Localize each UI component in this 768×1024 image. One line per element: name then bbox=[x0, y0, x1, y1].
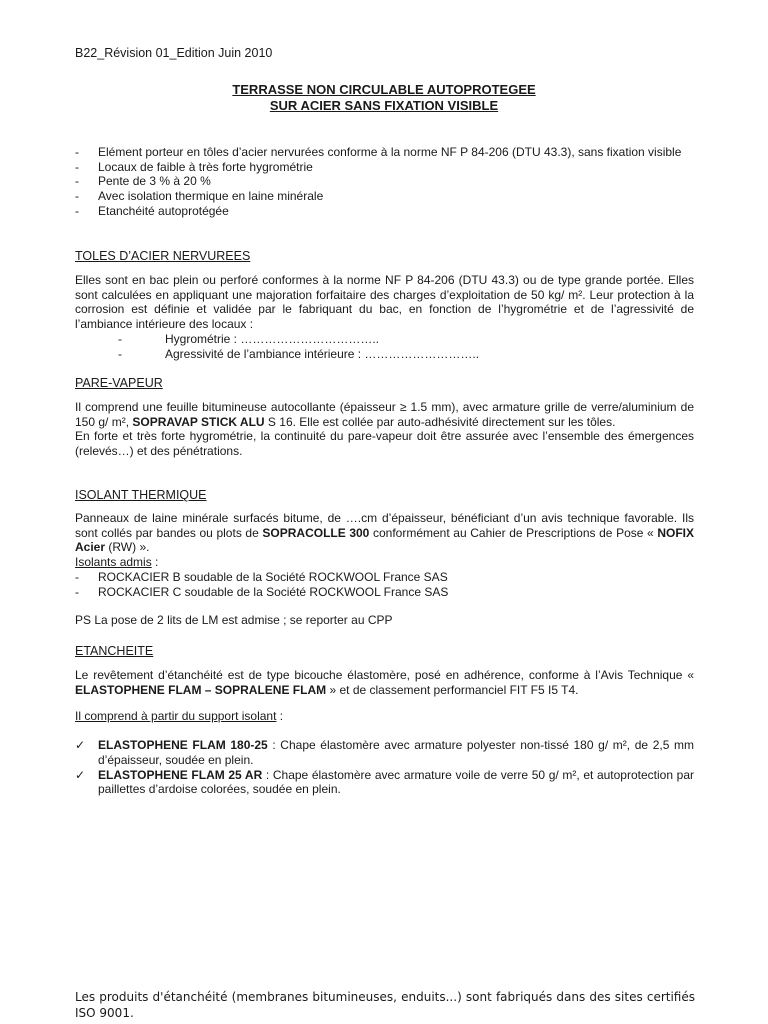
pare-vapeur-paragraph-2: En forte et très forte hygrométrie, la continuité du pare-vapeur doit être assurée avec l’ensemble des émergences (relevés…) et des pénétrations. bbox=[75, 429, 694, 459]
etancheite-paragraph: Le revêtement d’étanchéité est de type bicouche élastomère, posé en adhérence, conforme à l’Avis Technique « ELASTOPHENE FLAM – SOPRALENE FLAM » et de classement performanciel FIT F5 I5 T4. bbox=[75, 668, 694, 697]
footer-iso-note: Les produits d'étanchéité (membranes bitumineuses, enduits...) sont fabriqués dans des sites certifiés ISO 9001. bbox=[75, 990, 695, 1020]
product-name-elastophene-sopralene: ELASTOPHENE FLAM – SOPRALENE FLAM bbox=[75, 682, 327, 697]
product-name-nofix: NOFIX Acier bbox=[75, 525, 694, 555]
isolant-paragraph: Panneaux de laine minérale surfacés bitume, de ….cm d’épaisseur, bénéficiant d’un avis technique favorable. Ils sont collés par bandes ou plots de SOPRACOLLE 300 conformément au Cahier de Prescriptions de Pose « NOFIX Acier (RW) ». bbox=[75, 511, 694, 555]
isolant-section bbox=[75, 511, 694, 628]
intro-item: - Pente de 3 % à 20 % bbox=[75, 174, 694, 189]
layer-item: ✓ ELASTOPHENE FLAM 25 AR : Chape élastomère avec armature voile de verre 50 g/ m², et autoprotection par paillettes d’ardoise colorées, soudée en plein. bbox=[75, 767, 694, 797]
isolant-admis-item: - ROCKACIER C soudable de la Société ROCKWOOL France SAS bbox=[75, 585, 694, 600]
isolant-ps-note: PS La pose de 2 lits de LM est admise ; se reporter au CPP bbox=[75, 613, 393, 628]
layer-product-name: ELASTOPHENE FLAM 180-25 bbox=[98, 738, 268, 753]
etancheite-layers-list bbox=[75, 738, 694, 797]
section-heading-pare-vapeur: PARE-VAPEUR bbox=[75, 376, 163, 390]
pare-vapeur-section bbox=[75, 400, 694, 459]
document-title-line-2: SUR ACIER SANS FIXATION VISIBLE bbox=[269, 98, 499, 113]
section-heading-isolant: ISOLANT THERMIQUE bbox=[75, 488, 207, 502]
pare-vapeur-paragraph-1: Il comprend une feuille bitumineuse autocollante (épaisseur ≥ 1.5 mm), avec armature grille de verre/aluminium de 150 g/ m², SOPRAVAP STICK ALU S 16. Elle est collée par auto-adhésivité directement sur les tôles. bbox=[75, 400, 694, 429]
product-name-sopracolle: SOPRACOLLE 300 bbox=[262, 525, 370, 540]
product-name-sopravap: SOPRAVAP STICK ALU bbox=[132, 414, 265, 429]
intro-item: - Locaux de faible à très forte hygrométrie bbox=[75, 160, 694, 175]
etancheite-section bbox=[75, 668, 694, 797]
toles-sub-item-hygrometrie: - Hygrométrie : …………………………….. bbox=[75, 332, 694, 347]
isolants-admis-list bbox=[75, 570, 694, 599]
document-title-line-1: TERRASSE NON CIRCULABLE AUTOPROTEGEE bbox=[232, 82, 536, 97]
checkmark-icon: ✓ bbox=[75, 738, 86, 753]
intro-list-block bbox=[75, 145, 694, 219]
toles-sub-item-agressivite: - Agressivité de l’ambiance intérieure : ……………………….. bbox=[75, 347, 694, 362]
section-heading-toles: TOLES D’ACIER NERVUREES bbox=[75, 249, 251, 263]
toles-section bbox=[75, 273, 694, 361]
intro-item: - Elément porteur en tôles d’acier nervurées conforme à la norme NF P 84-206 (DTU 43.3), sans fixation visible bbox=[75, 145, 694, 160]
intro-list bbox=[75, 145, 694, 219]
revision-header: B22_Révision 01_Edition Juin 2010 bbox=[75, 46, 273, 60]
layer-product-name: ELASTOPHENE FLAM 25 AR bbox=[98, 767, 263, 782]
isolant-admis-item: - ROCKACIER B soudable de la Société ROCKWOOL France SAS bbox=[75, 570, 694, 585]
layer-item: ✓ ELASTOPHENE FLAM 180-25 : Chape élastomère avec armature polyester non-tissé 180 g/ m², de 2,5 mm d’épaisseur, soudée en plein. bbox=[75, 738, 694, 767]
section-heading-etancheite: ETANCHEITE bbox=[75, 644, 154, 658]
support-isolant-label: Il comprend à partir du support isolant : bbox=[75, 709, 284, 724]
toles-paragraph: Elles sont en bac plein ou perforé conformes à la norme NF P 84-206 (DTU 43.3) ou de type grande portée. Elles sont calculées en appliquant une majoration forfaitaire des charges d’exploitation de 50 kg/ m². Leur protection à la corrosion est définie et validée par le fabriquant du bac, en fonction de l’hygrométrie et de l’agressivité de l’ambiance intérieure des locaux : bbox=[75, 273, 694, 332]
intro-item: - Avec isolation thermique en laine minérale bbox=[75, 189, 694, 204]
checkmark-icon: ✓ bbox=[75, 767, 86, 782]
isolants-admis-label: Isolants admis : bbox=[75, 555, 159, 570]
intro-item: - Etanchéité autoprotégée bbox=[75, 204, 694, 219]
